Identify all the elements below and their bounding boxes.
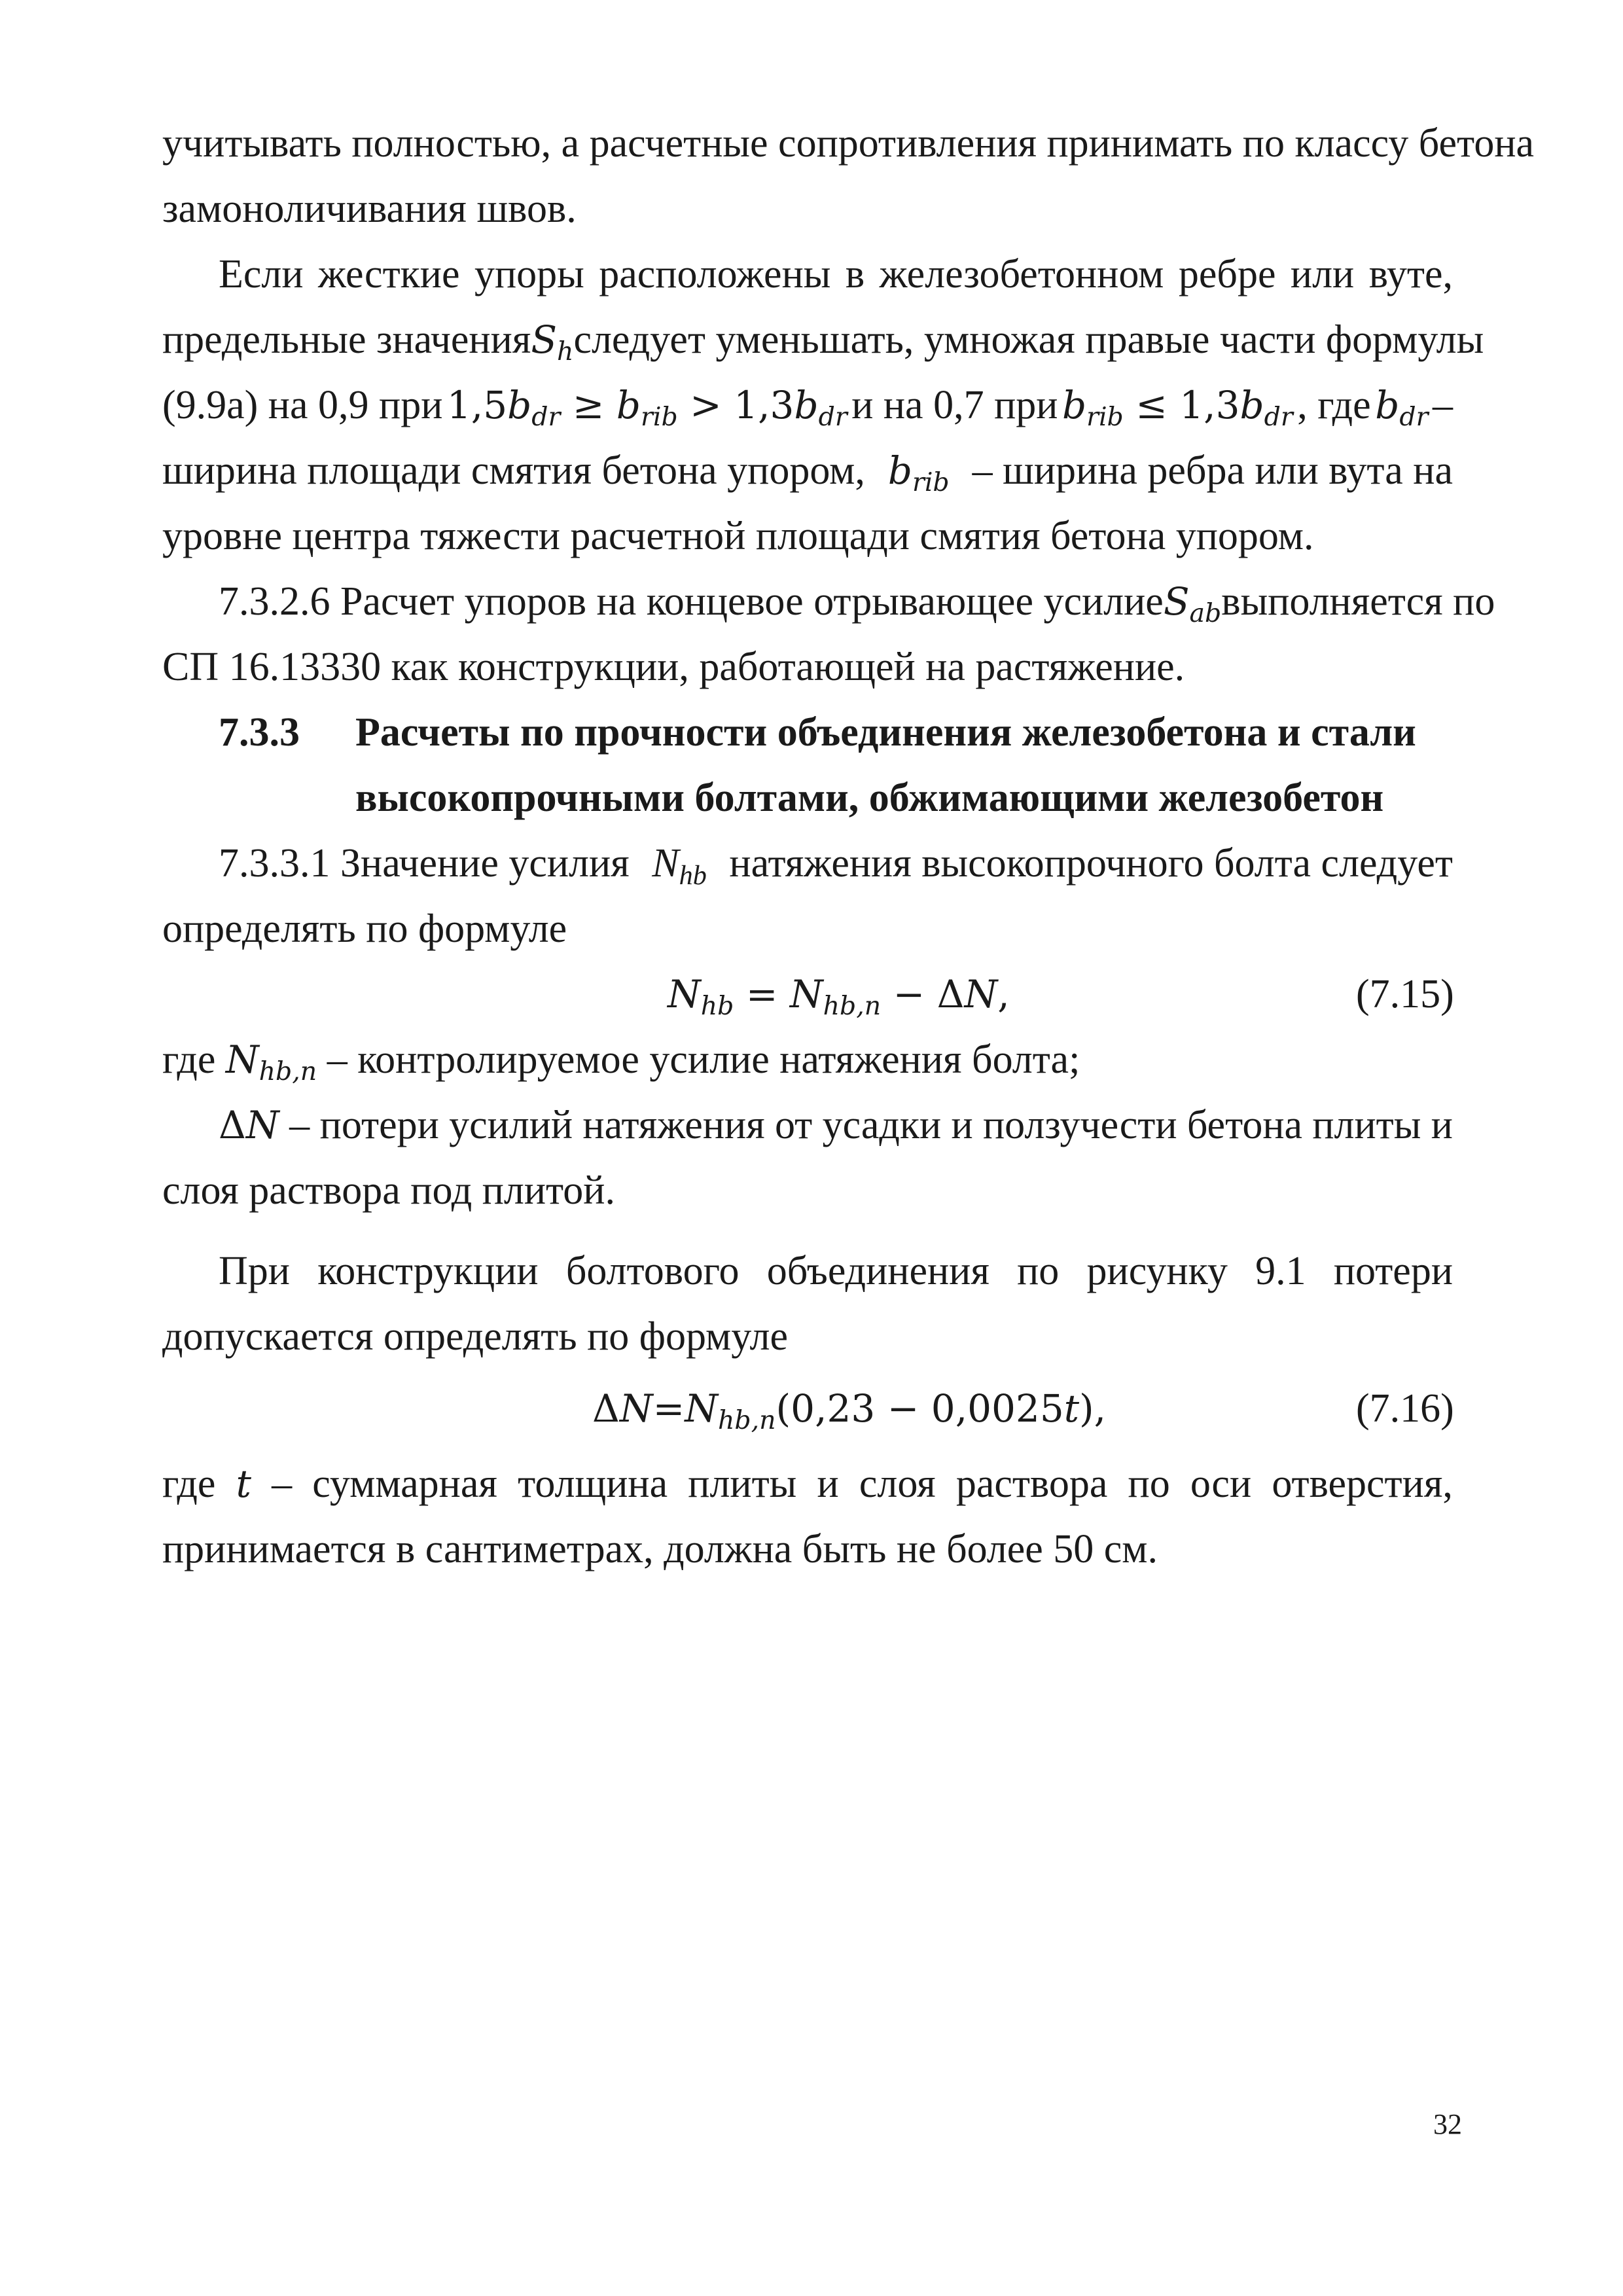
sub: dr [1264,402,1293,433]
word: по [1017,1249,1060,1293]
word: по [1128,1462,1170,1506]
symbol-S-ab [1164,567,1221,636]
word: плиты [1312,1103,1421,1147]
sym: S [1163,579,1190,624]
word: усадки [822,1103,942,1147]
sym: b [616,383,641,427]
comma: , [997,972,1010,1016]
op: − [893,972,925,1016]
p7-line-1 [219,1237,1453,1305]
p2-line-3 [162,371,1453,439]
p6-line-1 [219,1091,1453,1159]
delta: Δ [219,1103,246,1147]
p1-line-1 [162,109,1535,177]
sub: hb,n [823,991,882,1022]
expr: ), [1079,1386,1107,1431]
word: в [845,252,865,296]
sym: N [652,841,679,886]
p7-line-2 [162,1302,788,1371]
p3-text: выполняется по [1221,579,1495,624]
word: от [775,1103,813,1147]
p3-line-2 [162,633,1185,701]
op: ≤ [1135,383,1168,427]
word: рисунку [1086,1249,1228,1293]
delta: Δ [592,1386,620,1431]
sub: hb [679,859,707,891]
sym: b [1375,383,1400,427]
p2-line-2 [162,306,1484,374]
formula-number: (7.16) [1356,1386,1454,1431]
word: 9.1 [1255,1249,1306,1293]
p8-line-2 [162,1515,1158,1583]
p7-text: допускается определять по формуле [162,1314,789,1359]
heading-text: Расчеты по прочности объединения железобетона и стали [355,710,1416,755]
p4-line-2 [162,895,567,963]
word: При [219,1249,290,1293]
num: 1,3 [734,383,794,427]
sym: t [1063,1386,1080,1431]
delta: Δ [936,972,965,1016]
word: и [1431,1103,1453,1147]
word: раствора [955,1462,1108,1506]
word: железобетонном [879,252,1164,296]
word: слоя [859,1462,936,1506]
symbol-S-h [531,306,573,374]
sym: N [964,972,998,1016]
sym: N [225,1037,259,1082]
inequality-2 [1062,371,1293,439]
word: расположены [599,252,831,296]
p3-text: СП 16.13330 как конструкции, работающей на растяжение. [162,645,1185,689]
p2-text: уровне центра тяжести расчетной площади смятия бетона упором. [162,514,1314,558]
sym: N [789,972,823,1016]
page-number: 32 [1433,2108,1462,2140]
p3-line-1 [219,567,1495,636]
p2-text: – ширина ребра или вута на [972,448,1453,493]
op: = [745,972,778,1016]
formula-7-15-number [1356,960,1454,1028]
sym: b [1240,383,1264,427]
word: и [951,1103,973,1147]
section-heading-line-2 [355,764,1383,832]
expr: (0,23 − 0,0025 [776,1386,1064,1431]
sym: N [685,1386,718,1431]
word: упоры [474,252,584,296]
word: потери [1333,1249,1453,1293]
symbol-delta-N [219,1103,279,1147]
word: – [272,1462,293,1506]
sub: hb,n [718,1405,776,1436]
num: 1,5 [446,383,508,427]
section-number [219,698,300,766]
sub: dr [818,402,847,433]
p2-text: ширина площади смятия бетона упором, [162,448,865,493]
p5-text: – контролируемое усилие натяжения болта; [327,1037,1080,1082]
word: натяжения [582,1103,765,1147]
word: где [162,1462,216,1506]
sub: rib [641,402,678,433]
word: Если [219,252,304,296]
num: 1,3 [1179,383,1240,427]
p2-text: и на 0,7 при [851,383,1058,427]
p3-text: 7.3.2.6 Расчет упоров на концевое отрывающее усилие [219,579,1164,624]
p2-text: предельные значения [162,317,531,362]
formula-7-16-number [1356,1374,1454,1443]
sub: h [557,336,574,367]
p4-line-1 [219,829,1453,897]
sub: hb,n [259,1056,317,1087]
p2-line-5 [162,502,1313,570]
word: вуте, [1368,252,1453,296]
word: суммарная [312,1462,497,1506]
op: > [690,383,722,427]
p2-text: следует уменьшать, умножая правые части формулы [573,317,1484,362]
word: толщина [518,1462,668,1506]
p6-text: слоя раствора под плитой. [162,1168,615,1213]
symbol-b-rib [888,437,950,505]
p8-line-1 [162,1450,1453,1518]
word: жесткие [317,252,460,296]
p2-line-1 [219,240,1453,308]
p2-text: , где [1297,383,1371,427]
word: или [1290,252,1355,296]
p2-line-4 [162,437,1453,505]
word: и [817,1462,839,1506]
p5-line-1 [162,1026,1080,1094]
word [219,1091,439,1159]
word: ребре [1178,252,1276,296]
sym: N [245,1103,279,1147]
formula-number: (7.15) [1356,972,1454,1016]
inequality-1 [447,371,847,439]
p1-line-2-text: замоноличивания швов. [162,187,577,231]
p4-text: 7.3.3.1 Значение усилия [219,841,630,886]
sub: rib [912,467,950,498]
p8-text: принимается в сантиметрах, должна быть не более 50 см. [162,1527,1158,1571]
word: – потери [289,1103,439,1147]
p1-line-1-text: учитывать полностью, а расчетные сопротивления принимать по классу бетона [162,121,1535,166]
op: ≥ [572,383,605,427]
word: плиты [688,1462,797,1506]
word: болтового [565,1249,740,1293]
p4-text: натяжения высокопрочного болта следует [729,841,1453,886]
word: t [236,1462,251,1506]
heading-number: 7.3.3 [219,710,300,755]
sym: b [1061,383,1087,427]
p6-line-2 [162,1157,615,1225]
dash: – [1432,383,1453,427]
section-heading-line-1 [355,698,1416,766]
p4-text: определять по формуле [162,906,567,951]
word: ползучести [983,1103,1177,1147]
p2-text: (9.9а) на 0,9 при [162,383,443,427]
sub: hb [700,991,734,1022]
word: объединения [766,1249,990,1293]
sym: b [507,383,532,427]
symbol-b-dr [1375,371,1428,439]
sym: b [887,448,912,493]
sub: ab [1189,598,1222,629]
sub: dr [1399,402,1429,433]
sym: S [531,317,558,362]
sym: b [794,383,819,427]
word: конструкции [317,1249,539,1293]
word: усилий [449,1103,573,1147]
formula-7-16 [592,1374,1106,1443]
word: оси [1190,1462,1252,1506]
symbol-N-hb [652,829,707,897]
formula-7-15 [668,960,1010,1028]
word: отверстия, [1272,1462,1453,1506]
sub: rib [1086,402,1124,433]
p5-text: где [162,1037,216,1082]
symbol-N-hbn [225,1037,317,1087]
heading-text: высокопрочными болтами, обжимающими железобетон [355,776,1384,820]
sub: dr [531,402,561,433]
p1-line-2 [162,175,577,243]
sym: N [668,972,701,1016]
op: = [652,1386,685,1431]
sym: N [619,1386,653,1431]
word: бетона [1186,1103,1303,1147]
